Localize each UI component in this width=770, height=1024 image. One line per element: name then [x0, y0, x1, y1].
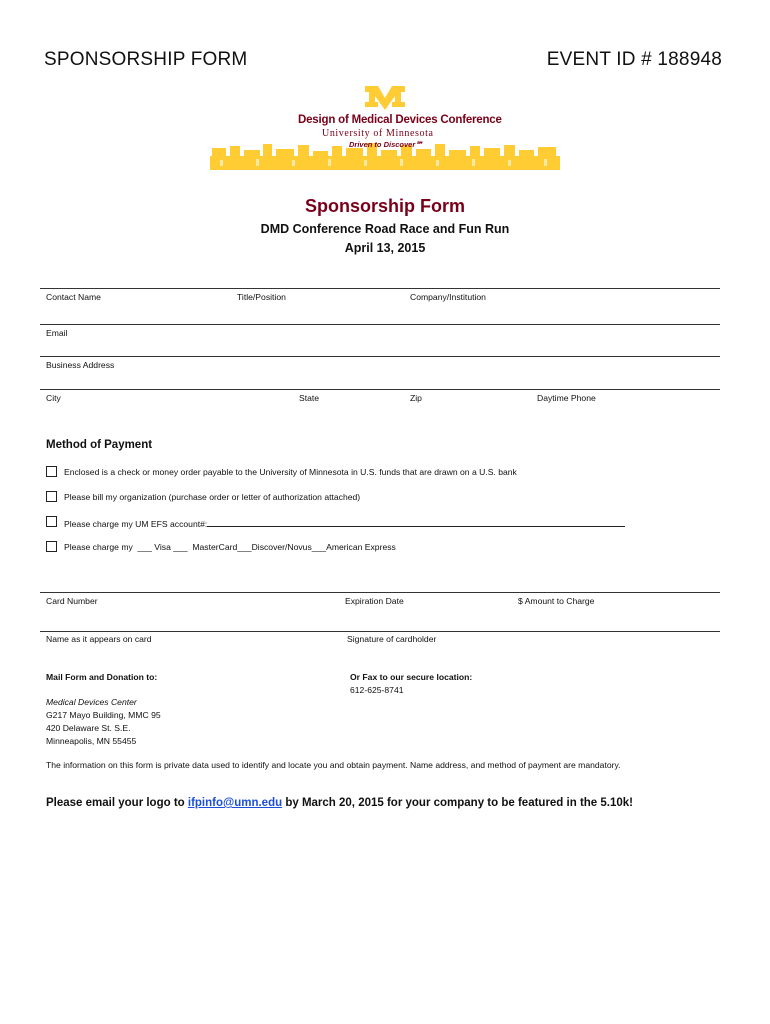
divider [40, 389, 720, 390]
logo-tagline: Driven to Discover℠ [349, 140, 423, 149]
event-date: April 13, 2015 [344, 241, 426, 255]
payment-option-label-wrap [64, 517, 625, 529]
payment-option-label: Please charge my UM EFS account#: [64, 519, 208, 529]
event-name: DMD Conference Road Race and Fun Run [260, 222, 510, 236]
signature-label: Signature of cardholder [347, 634, 437, 644]
checkbox[interactable] [46, 466, 57, 477]
divider [40, 631, 720, 632]
expiration-label: Expiration Date [345, 596, 404, 606]
divider [40, 592, 720, 593]
payment-option-label: Please bill my organization (purchase order or letter of authorization attached) [64, 492, 361, 502]
zip-label: Zip [410, 393, 422, 403]
city-label: City [46, 393, 61, 403]
daytime-phone-label: Daytime Phone [537, 393, 596, 403]
mail-org: Medical Devices Center [46, 697, 137, 707]
fax-heading: Or Fax to our secure location: [350, 672, 473, 682]
conference-logo [200, 80, 570, 185]
email-note [46, 797, 633, 809]
form-name: SPONSORSHIP FORM [44, 49, 248, 70]
form-title: Sponsorship Form [304, 196, 465, 216]
business-address-label: Business Address [46, 360, 115, 370]
mail-line2: 420 Delaware St. S.E. [46, 723, 131, 733]
privacy-note: The information on this form is private data used to identify and locate you and obtain payment. Name address, and method of payment are mandatory. [46, 760, 621, 770]
checkbox[interactable] [46, 491, 57, 502]
fax-number: 612-625-8741 [350, 685, 404, 695]
payment-option-label: Please charge my ___ Visa ___ MasterCard___Discover/Novus___American Express [64, 542, 396, 552]
checkbox[interactable] [46, 541, 57, 552]
event-id: EVENT ID # 188948 [546, 49, 722, 70]
email-note-prefix: Please email your logo to [46, 797, 188, 809]
payment-heading: Method of Payment [46, 439, 153, 451]
divider [40, 324, 720, 325]
mail-line3: Minneapolis, MN 55455 [46, 736, 137, 746]
email-note-suffix: by March 20, 2015 for your company to be featured in the 5.10k! [282, 797, 633, 809]
name-on-card-label: Name as it appears on card [46, 634, 152, 644]
email-label: Email [46, 328, 68, 338]
payment-option-label: Enclosed is a check or money order payable to the University of Minnesota in U.S. funds that are drawn on a U.S. bank [64, 467, 517, 477]
card-number-label: Card Number [46, 596, 98, 606]
divider [40, 356, 720, 357]
contact-name-label: Contact Name [46, 292, 101, 302]
logo-university: University of Minnesota [322, 128, 434, 139]
title-position-label: Title/Position [237, 292, 286, 302]
mail-heading: Mail Form and Donation to: [46, 672, 158, 682]
mail-line1: G217 Mayo Building, MMC 95 [46, 710, 161, 720]
checkbox[interactable] [46, 516, 57, 527]
company-label: Company/Institution [410, 292, 486, 302]
amount-label: $ Amount to Charge [518, 596, 595, 606]
efs-account-line[interactable] [207, 517, 625, 527]
divider [40, 288, 720, 289]
state-label: State [299, 393, 320, 403]
logo-title: Design of Medical Devices Conference [298, 114, 502, 126]
email-link[interactable]: ifpinfo@umn.edu [187, 797, 283, 809]
